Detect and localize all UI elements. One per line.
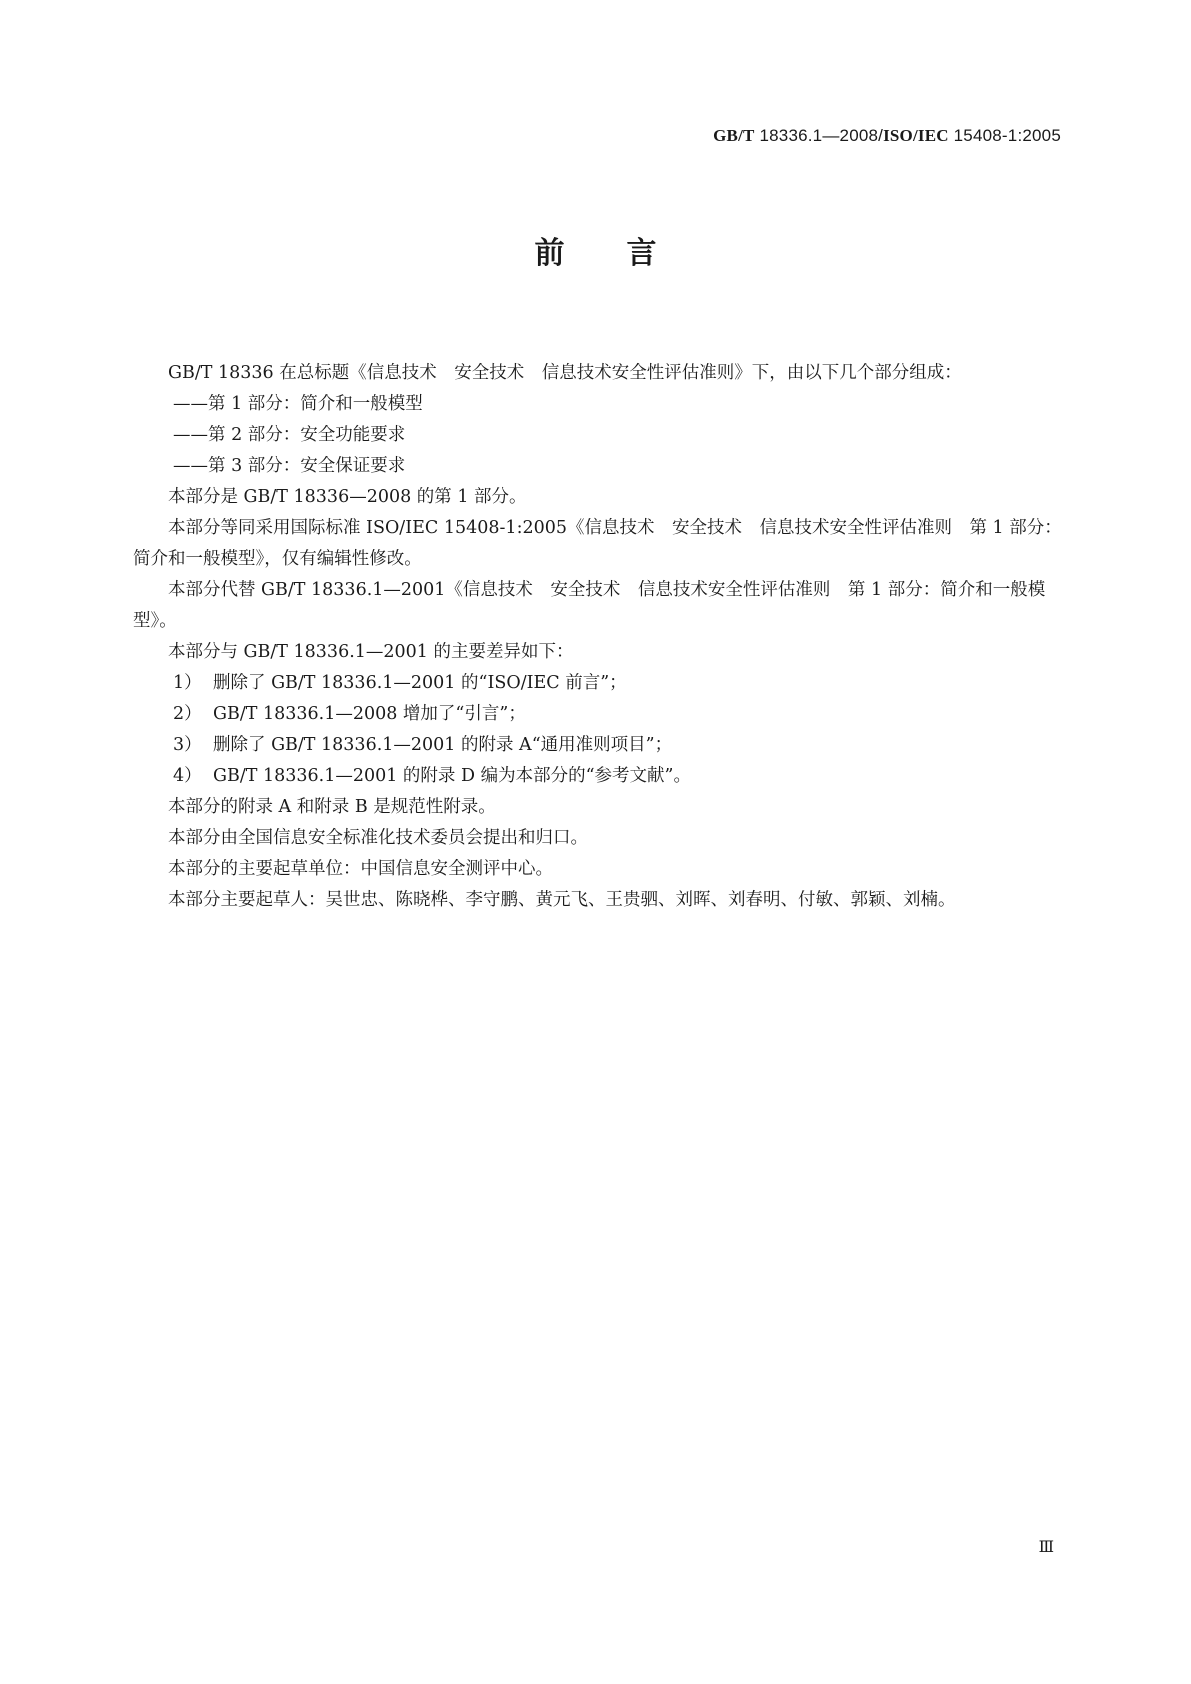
paragraph-intro: GB/T 18336 在总标题《信息技术 安全技术 信息技术安全性评估准则》下，由以下几个部分组成：: [168, 363, 962, 383]
page-number: Ⅲ: [1038, 1537, 1054, 1556]
paragraph-replaces: 本部分代替 GB/T 18336.1—2001《信息技术 安全技术 信息技术安全性评估准则 第 1 部分：简介和一般模型》。: [133, 580, 1046, 631]
page-title: 前言: [534, 236, 719, 271]
difference-text: GB/T 18336.1—2001 的附录 D 编为本部分的“参考文献”。: [213, 766, 691, 786]
paragraph-drafting-unit: 本部分的主要起草单位：中国信息安全测评中心。: [168, 859, 553, 879]
difference-number: 4）: [173, 766, 202, 786]
header-code-isoiec: ISO/IEC: [883, 126, 949, 145]
difference-text: 删除了 GB/T 18336.1—2001 的“ISO/IEC 前言”；: [213, 673, 627, 693]
difference-number: 1）: [173, 673, 202, 693]
difference-item-1: [133, 668, 1063, 699]
document-code-header: [713, 126, 1061, 146]
difference-number: 3）: [173, 735, 202, 755]
list-item-part3: ——第 3 部分：安全保证要求: [173, 456, 406, 476]
paragraph-differences: 本部分与 GB/T 18336.1—2001 的主要差异如下：: [168, 642, 574, 662]
list-item-part1: ——第 1 部分：简介和一般模型: [173, 394, 423, 414]
difference-text: GB/T 18336.1—2008 增加了“引言”；: [213, 704, 526, 724]
difference-item-4: [133, 761, 1063, 792]
header-code-iso-number: 15408-1:2005: [948, 126, 1061, 145]
paragraph-drafters: 本部分主要起草人：吴世忠、陈晓桦、李守鹏、黄元飞、王贵驷、刘晖、刘春明、付敏、郭颖、刘楠。: [168, 890, 956, 910]
difference-item-3: [133, 730, 1063, 761]
header-code-gbt: GB/T: [713, 126, 755, 145]
paragraph-part-of: 本部分是 GB/T 18336—2008 的第 1 部分。: [168, 487, 527, 507]
foreword-body: [133, 358, 1063, 916]
list-item-part2: ——第 2 部分：安全功能要求: [173, 425, 406, 445]
header-code-number: 18336.1—2008/: [754, 126, 884, 145]
difference-text: 删除了 GB/T 18336.1—2001 的附录 A“通用准则项目”；: [213, 735, 673, 755]
paragraph-annexes: 本部分的附录 A 和附录 B 是规范性附录。: [168, 797, 496, 817]
paragraph-adoption: 本部分等同采用国际标准 ISO/IEC 15408-1:2005《信息技术 安全技术 信息技术安全性评估准则 第 1 部分：简介和一般模型》，仅有编辑性修改。: [133, 518, 1062, 569]
difference-item-2: [133, 699, 1063, 730]
difference-number: 2）: [173, 704, 202, 724]
paragraph-proposed-by: 本部分由全国信息安全标准化技术委员会提出和归口。: [168, 828, 588, 848]
